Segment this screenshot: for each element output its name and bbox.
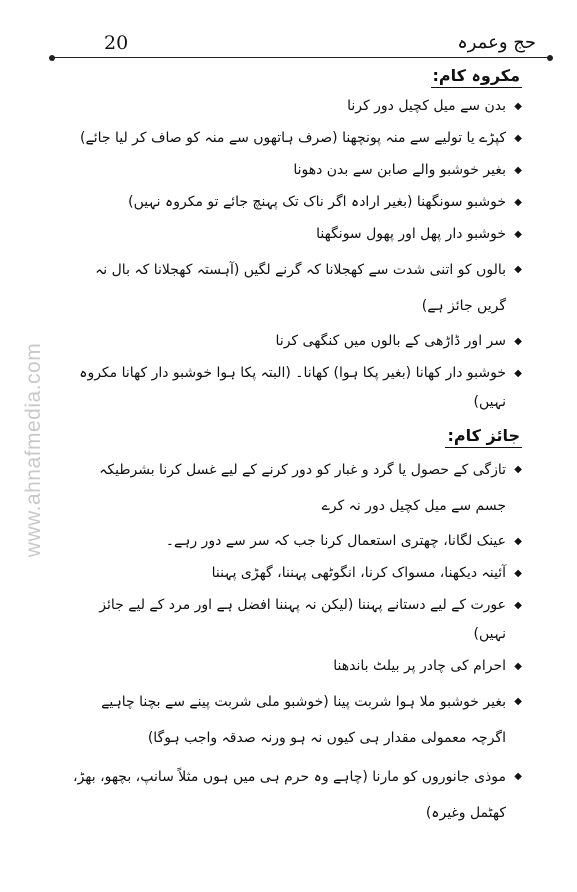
- list-item: [72, 559, 522, 588]
- item-list: [72, 92, 522, 417]
- item-text: آئینہ دیکھنا، مسواک کرنا، انگوٹھی پہننا، گھڑی پہننا: [211, 565, 506, 581]
- list-item: [72, 452, 522, 524]
- diamond-bullet-icon: ◆: [514, 661, 522, 672]
- diamond-bullet-icon: ◆: [514, 464, 522, 475]
- diamond-bullet-icon: ◆: [514, 696, 522, 707]
- diamond-bullet-icon: ◆: [514, 568, 522, 579]
- list-item: [72, 156, 522, 185]
- section-jaiz: [72, 420, 522, 831]
- page-number: 20: [104, 32, 129, 54]
- header-rule: [52, 57, 550, 58]
- watermark-text: www.ahnafmedia.com: [22, 342, 45, 558]
- list-item: [72, 684, 522, 756]
- rule-end-dot-left: [49, 55, 55, 61]
- item-text: سر اور ڈاڑھی کے بالوں میں کنگھی کرنا: [275, 333, 506, 349]
- list-item: [72, 759, 522, 831]
- item-text: خوشبو دار کھانا (بغیر پکا ہوا) کھانا۔ (البتہ پکا ہوا خوشبو دار کھانا مکروہ نہیں): [79, 365, 506, 410]
- diamond-bullet-icon: ◆: [514, 264, 522, 275]
- page-header: [52, 30, 550, 58]
- diamond-bullet-icon: ◆: [514, 197, 522, 208]
- item-text: عینک لگانا، چھتری استعمال کرنا جب کہ سر سے دور رہے۔: [165, 533, 506, 549]
- diamond-bullet-icon: ◆: [514, 101, 522, 112]
- list-item: [72, 591, 522, 649]
- item-text: بغیر خوشبو والے صابن سے بدن دھونا: [293, 162, 506, 178]
- diamond-bullet-icon: ◆: [514, 536, 522, 547]
- list-item: [72, 327, 522, 356]
- diamond-bullet-icon: ◆: [514, 229, 522, 240]
- watermark: [4, 300, 64, 600]
- item-text: بالوں کو اتنی شدت سے کھجلانا کہ گرنے لگیں (آہستہ کھجلانا کہ بال نہ گریں جائز ہے): [95, 262, 506, 314]
- rule-end-dot-right: [547, 55, 553, 61]
- page-content: [72, 66, 522, 834]
- list-item: [72, 92, 522, 121]
- item-text: خوشبو دار پھل اور پھول سونگھنا: [316, 226, 506, 242]
- item-list: [72, 452, 522, 831]
- item-text: تازگی کے حصول یا گرد و غبار کو دور کرنے کے لیے غسل کرنا بشرطیکہ جسم سے میل کچیل دور نہ کرے: [99, 462, 506, 514]
- diamond-bullet-icon: ◆: [514, 336, 522, 347]
- list-item: [72, 220, 522, 249]
- list-item: [72, 188, 522, 217]
- diamond-bullet-icon: ◆: [514, 771, 522, 782]
- diamond-bullet-icon: ◆: [514, 368, 522, 379]
- section-heading: جائز کام:: [445, 426, 522, 448]
- diamond-bullet-icon: ◆: [514, 600, 522, 611]
- item-text: احرام کی چادر پر بیلٹ باندھنا: [333, 658, 506, 674]
- section-makruh: [72, 66, 522, 417]
- list-item: [72, 652, 522, 681]
- running-title: حج وعمرہ: [457, 32, 536, 53]
- item-text: بغیر خوشبو ملا ہوا شربت پینا (خوشبو ملی شربت پینے سے بچنا چاہیے اگرچہ معمولی مقدار ہی کیوں نہ ہو ورنہ صدقہ واجب ہوگا): [101, 694, 506, 746]
- item-text: عورت کے لیے دستانے پہننا (لیکن نہ پہننا افضل ہے اور مرد کے لیے جائز نہیں): [99, 597, 506, 642]
- list-item: [72, 527, 522, 556]
- list-item: [72, 124, 522, 153]
- diamond-bullet-icon: ◆: [514, 133, 522, 144]
- item-text: بدن سے میل کچیل دور کرنا: [347, 98, 506, 114]
- item-text: خوشبو سونگھنا (بغیر ارادہ اگر ناک تک پہنچ جائے تو مکروہ نہیں): [128, 194, 506, 210]
- section-heading: مکروہ کام:: [431, 66, 523, 88]
- list-item: [72, 359, 522, 417]
- item-text: موذی جانوروں کو مارنا (چاہے وہ حرم ہی میں ہوں مثلاً سانپ، بچھو، بھڑ، کھٹمل وغیرہ): [73, 769, 506, 821]
- item-text: کپڑے یا تولیے سے منہ پونچھنا (صرف ہاتھوں سے منہ کو صاف کر لیا جائے): [80, 130, 506, 146]
- diamond-bullet-icon: ◆: [514, 165, 522, 176]
- list-item: [72, 252, 522, 324]
